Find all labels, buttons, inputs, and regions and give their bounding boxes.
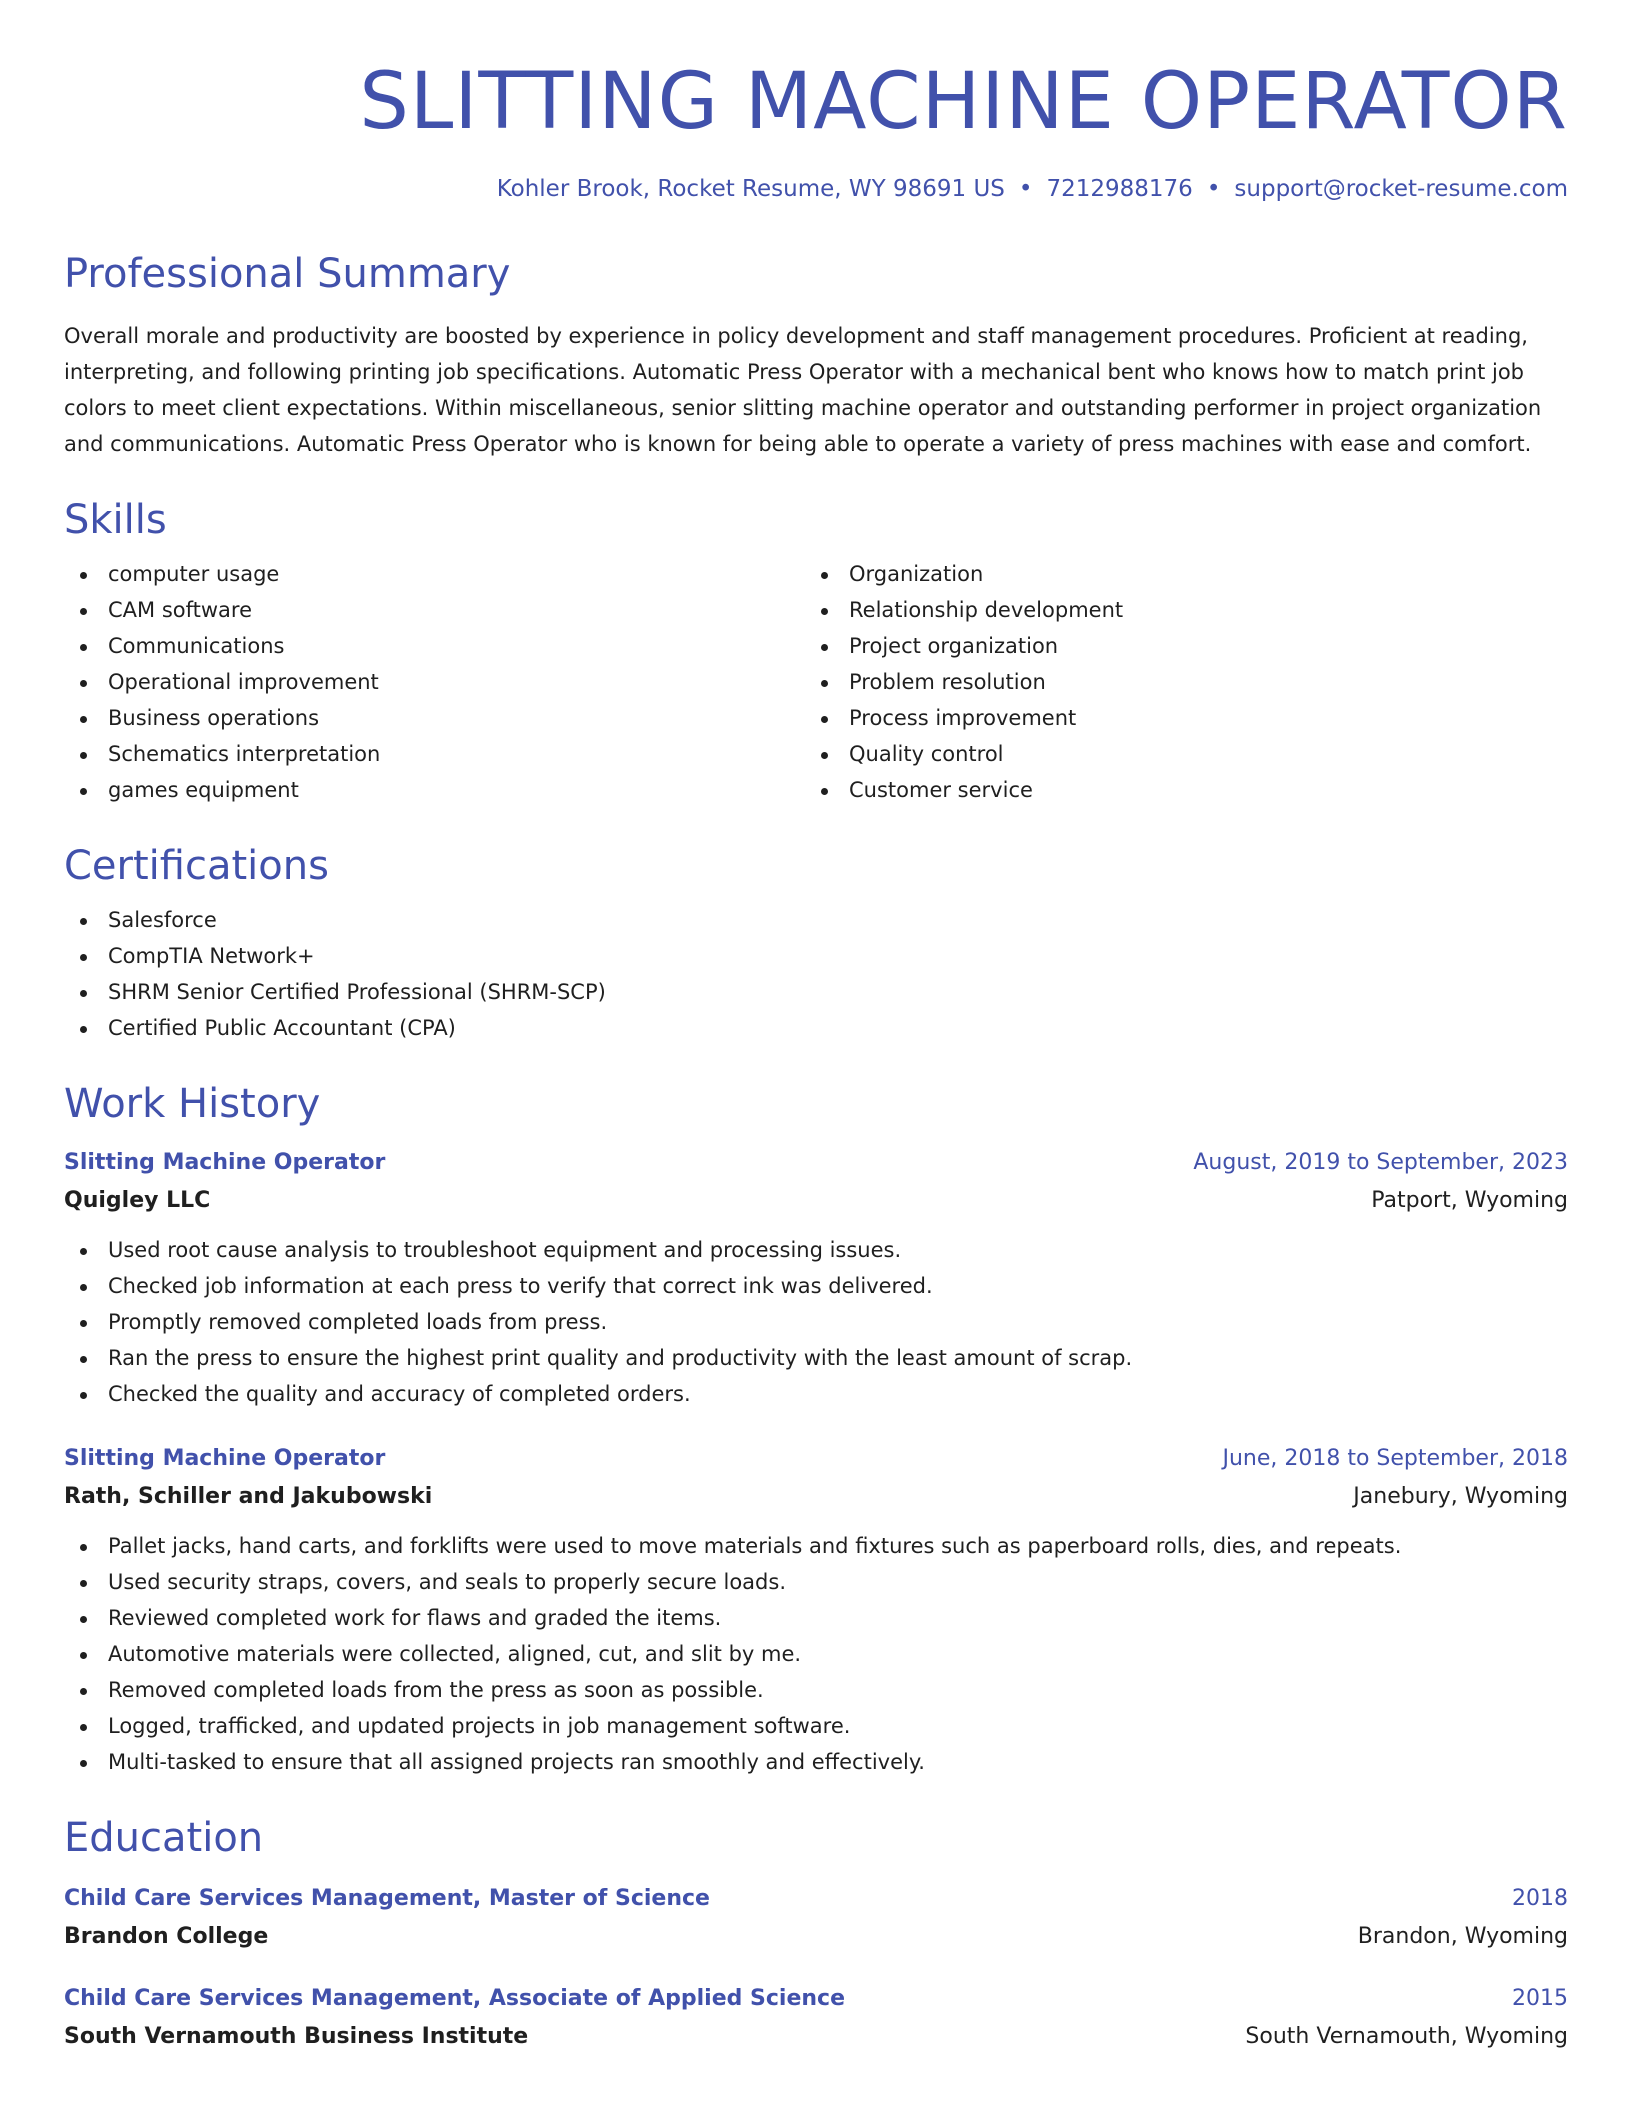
contact-address: Kohler Brook, Rocket Resume, WY 98691 US	[496, 176, 1005, 202]
job-entry	[64, 1144, 1568, 1412]
education-location: Brandon, Wyoming	[1357, 1924, 1568, 1949]
job-duty: Reviewed completed work for flaws and graded the items.	[64, 1600, 1568, 1636]
job-title-row	[64, 1144, 1568, 1182]
job-title: Slitting Machine Operator	[64, 1446, 386, 1471]
job-company: Rath, Schiller and Jakubowski	[64, 1484, 433, 1509]
certification-item: SHRM Senior Certified Professional (SHRM-SCP)	[64, 974, 1568, 1010]
education-heading: Education	[64, 1815, 264, 1861]
job-duty: Logged, trafficked, and updated projects in job management software.	[64, 1708, 1568, 1744]
skill-item: Customer service	[805, 772, 1546, 808]
contact-phone[interactable]: 7212988176	[1046, 176, 1193, 202]
skill-item: games equipment	[64, 772, 805, 808]
skill-item: Business operations	[64, 700, 805, 736]
skill-item: Organization	[805, 556, 1546, 592]
job-company: Quigley LLC	[64, 1188, 211, 1213]
job-title: Slitting Machine Operator	[64, 1150, 386, 1175]
job-duty: Promptly removed completed loads from press.	[64, 1304, 1568, 1340]
job-duty: Removed completed loads from the press as soon as possible.	[64, 1672, 1568, 1708]
skill-item: Operational improvement	[64, 664, 805, 700]
job-dates: June, 2018 to September, 2018	[1222, 1446, 1568, 1471]
skills-list-left	[64, 556, 805, 808]
certification-item: Salesforce	[64, 902, 1568, 938]
skills-heading: Skills	[64, 497, 167, 543]
skill-item: Relationship development	[805, 592, 1546, 628]
candidate-name: SLITTING MACHINE OPERATOR	[359, 57, 1568, 147]
job-entry	[64, 1440, 1568, 1780]
job-dates: August, 2019 to September, 2023	[1193, 1150, 1568, 1175]
skills-section	[64, 492, 1568, 808]
education-school: Brandon College	[64, 1924, 269, 1949]
certifications-list	[64, 902, 1568, 1046]
summary-text: Overall morale and productivity are boosted by experience in policy development and staff management procedures. Proficient at reading, interpreting, and following printing job specifications. Automatic Press Operator with a mechanical bent who knows how to match print job colors to meet client expectations. Within miscellaneous, senior slitting machine operator and outstanding performer in project organization and communications. Automatic Press Operator who is known for being able to operate a variety of press machines with ease and comfort.	[64, 324, 1542, 456]
job-duty: Checked job information at each press to verify that correct ink was delivered.	[64, 1268, 1568, 1304]
job-duty: Checked the quality and accuracy of completed orders.	[64, 1376, 1568, 1412]
work-history-section	[64, 1076, 1568, 1780]
job-location: Patport, Wyoming	[1371, 1188, 1568, 1213]
education-section	[64, 1810, 1568, 2056]
contact-line	[64, 172, 1568, 206]
certifications-heading: Certifications	[64, 843, 329, 889]
skill-item: CAM software	[64, 592, 805, 628]
summary-section	[64, 246, 1568, 462]
job-location: Janebury, Wyoming	[1353, 1484, 1568, 1509]
job-company-row	[64, 1478, 1568, 1516]
skill-item: computer usage	[64, 556, 805, 592]
job-title-row	[64, 1440, 1568, 1478]
certification-item: Certified Public Accountant (CPA)	[64, 1010, 1568, 1046]
education-year: 2018	[1512, 1886, 1568, 1911]
job-company-row	[64, 1182, 1568, 1220]
job-duties-list	[64, 1232, 1568, 1412]
certifications-section	[64, 838, 1568, 1046]
skill-item: Project organization	[805, 628, 1546, 664]
skill-item: Process improvement	[805, 700, 1546, 736]
education-school-row	[64, 1918, 1568, 1956]
skills-column-left	[64, 556, 805, 808]
job-duty: Automotive materials were collected, aligned, cut, and slit by me.	[64, 1636, 1568, 1672]
skill-item: Problem resolution	[805, 664, 1546, 700]
skill-item: Quality control	[805, 736, 1546, 772]
education-degree: Child Care Services Management, Master of Science	[64, 1886, 710, 1911]
job-duty: Multi-tasked to ensure that all assigned projects ran smoothly and effectively.	[64, 1744, 1568, 1780]
job-duty: Ran the press to ensure the highest print quality and productivity with the least amount of scrap.	[64, 1340, 1568, 1376]
education-location: South Vernamouth, Wyoming	[1245, 2024, 1568, 2049]
skills-list-right	[805, 556, 1546, 808]
education-entry	[64, 1980, 1568, 2056]
contact-separator: •	[1206, 176, 1221, 202]
job-duties-list	[64, 1528, 1568, 1780]
skill-item: Communications	[64, 628, 805, 664]
work-history-heading: Work History	[64, 1081, 321, 1127]
job-duty: Used security straps, covers, and seals to properly secure loads.	[64, 1564, 1568, 1600]
job-duty: Pallet jacks, hand carts, and forklifts were used to move materials and fixtures such as paperboard rolls, dies, and repeats.	[64, 1528, 1568, 1564]
education-degree-row	[64, 1980, 1568, 2018]
education-entry	[64, 1880, 1568, 1956]
education-school-row	[64, 2018, 1568, 2056]
summary-heading: Professional Summary	[64, 251, 511, 297]
job-duty: Used root cause analysis to troubleshoot equipment and processing issues.	[64, 1232, 1568, 1268]
education-degree: Child Care Services Management, Associate of Applied Science	[64, 1986, 845, 2011]
skills-column-right	[805, 556, 1546, 808]
skill-item: Schematics interpretation	[64, 736, 805, 772]
resume-header	[64, 52, 1568, 206]
skills-grid	[64, 556, 1568, 808]
education-year: 2015	[1512, 1986, 1568, 2011]
education-school: South Vernamouth Business Institute	[64, 2024, 529, 2049]
contact-separator: •	[1018, 176, 1033, 202]
education-degree-row	[64, 1880, 1568, 1918]
certification-item: CompTIA Network+	[64, 938, 1568, 974]
contact-email[interactable]: support@rocket-resume.com	[1234, 176, 1568, 202]
